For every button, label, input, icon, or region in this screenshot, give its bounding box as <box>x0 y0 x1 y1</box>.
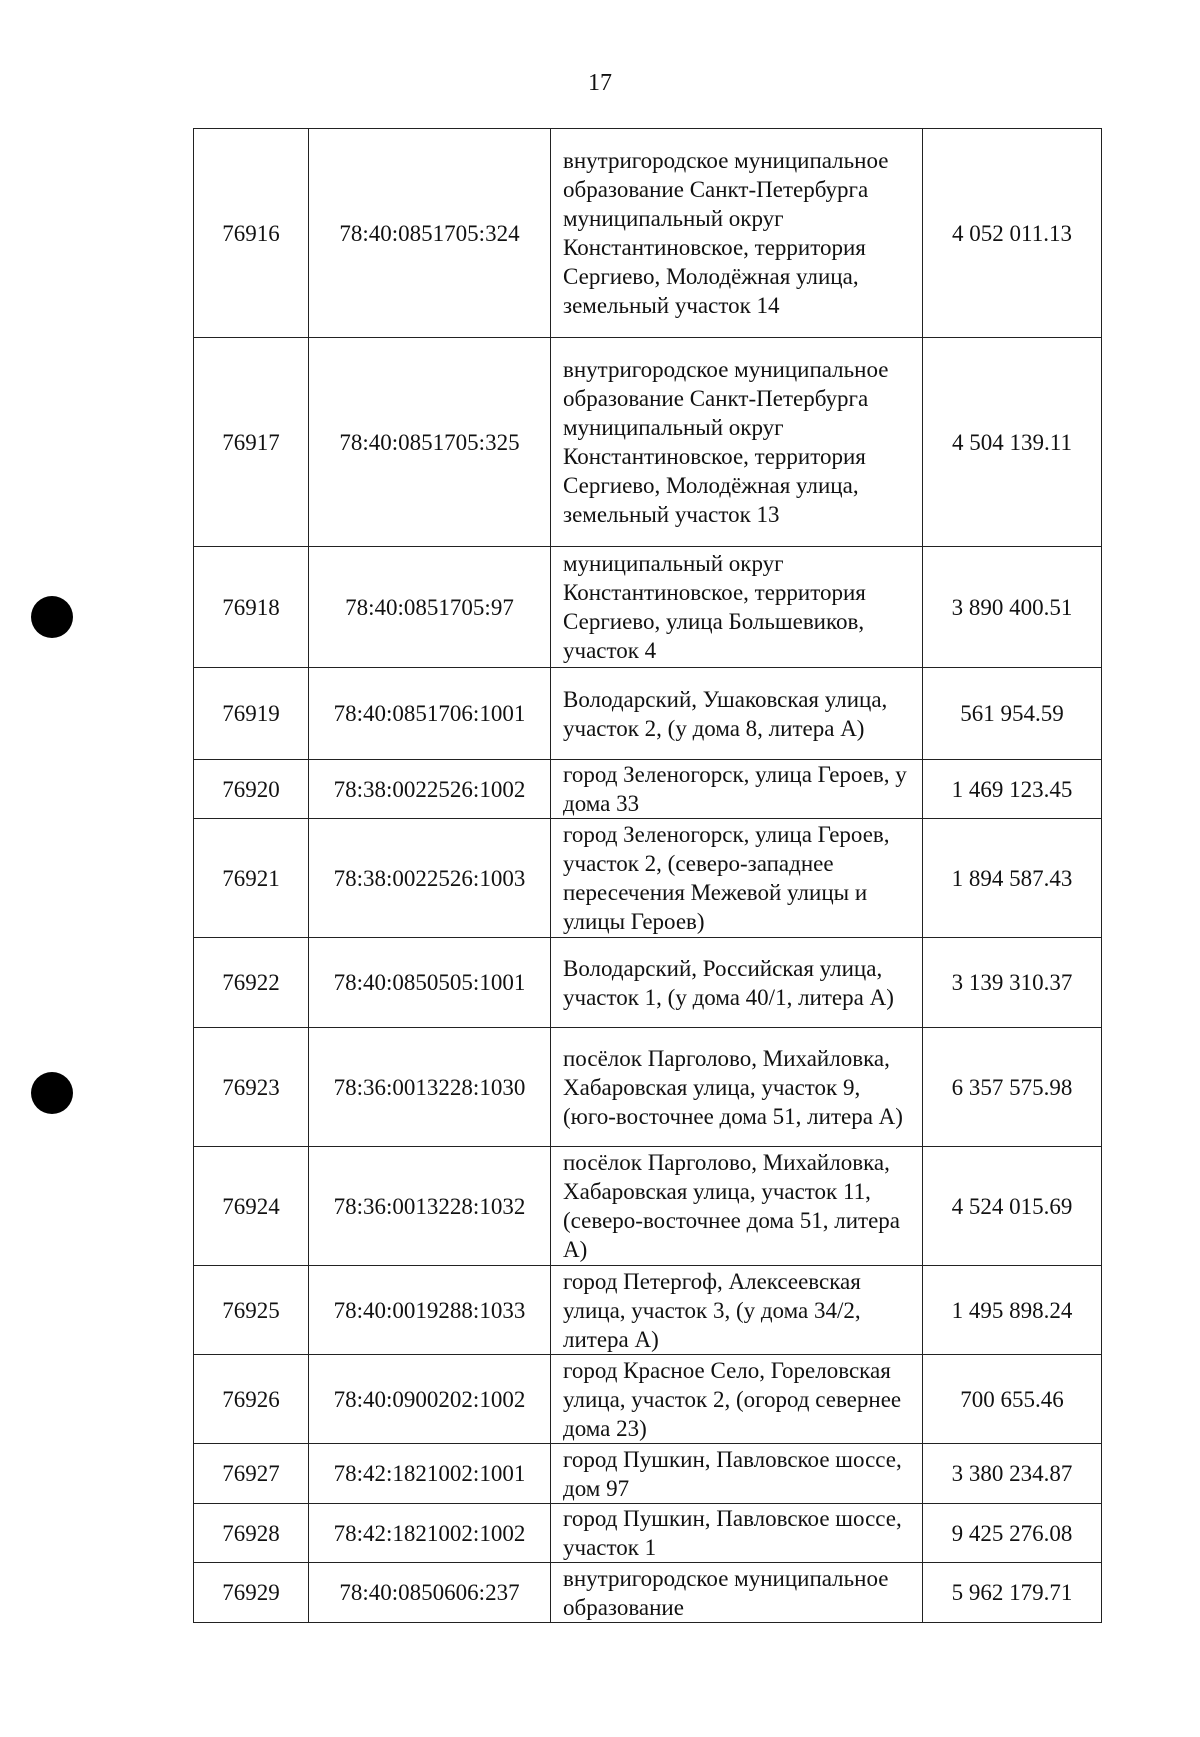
punch-hole <box>31 1072 73 1114</box>
address: город Пушкин, Павловское шоссе, участок 1 <box>551 1504 923 1563</box>
table-row <box>194 1504 1102 1563</box>
address: внутригородское муниципальное образование Санкт-Петербурга муниципальный округ Константиновское, территория Сергиево, Молодёжная улица, земельный участок 13 <box>551 338 923 547</box>
cadastral-number: 78:40:0851706:1001 <box>309 668 551 760</box>
cadastral-number: 78:40:0851705:97 <box>309 547 551 668</box>
cadastral-value: 9 425 276.08 <box>923 1504 1102 1563</box>
table-row <box>194 1266 1102 1355</box>
address: посёлок Парголово, Михайловка, Хабаровская улица, участок 11, (северо-восточнее дома 51, литера А) <box>551 1147 923 1266</box>
cadastral-number: 78:40:0851705:325 <box>309 338 551 547</box>
address: муниципальный округ Константиновское, территория Сергиево, улица Большевиков, участок 4 <box>551 547 923 668</box>
address: посёлок Парголово, Михайловка, Хабаровская улица, участок 9, (юго-восточнее дома 51, литера А) <box>551 1028 923 1147</box>
cadastral-number: 78:42:1821002:1002 <box>309 1504 551 1563</box>
row-number: 76927 <box>194 1444 309 1504</box>
cadastral-number: 78:40:0851705:324 <box>309 129 551 338</box>
cadastral-value: 3 139 310.37 <box>923 938 1102 1028</box>
table-row <box>194 760 1102 819</box>
row-number: 76920 <box>194 760 309 819</box>
address: город Пушкин, Павловское шоссе, дом 97 <box>551 1444 923 1504</box>
cadastral-number: 78:40:0850606:237 <box>309 1563 551 1623</box>
cadastral-value: 3 890 400.51 <box>923 547 1102 668</box>
table-row <box>194 1355 1102 1444</box>
address: внутригородское муниципальное образование Санкт-Петербурга муниципальный округ Константиновское, территория Сергиево, Молодёжная улица, земельный участок 14 <box>551 129 923 338</box>
table-row <box>194 1147 1102 1266</box>
cadastral-value: 4 504 139.11 <box>923 338 1102 547</box>
row-number: 76929 <box>194 1563 309 1623</box>
cadastral-number: 78:40:0019288:1033 <box>309 1266 551 1355</box>
table-row <box>194 668 1102 760</box>
cadastral-number: 78:40:0850505:1001 <box>309 938 551 1028</box>
cadastral-number: 78:42:1821002:1001 <box>309 1444 551 1504</box>
address: город Зеленогорск, улица Героев, у дома 33 <box>551 760 923 819</box>
row-number: 76919 <box>194 668 309 760</box>
address: город Петергоф, Алексеевская улица, участок 3, (у дома 34/2, литера А) <box>551 1266 923 1355</box>
table-row <box>194 129 1102 338</box>
row-number: 76922 <box>194 938 309 1028</box>
table-row <box>194 547 1102 668</box>
cadastral-value: 6 357 575.98 <box>923 1028 1102 1147</box>
punch-hole <box>31 596 73 638</box>
address: Володарский, Ушаковская улица, участок 2, (у дома 8, литера А) <box>551 668 923 760</box>
row-number: 76917 <box>194 338 309 547</box>
address: город Красное Село, Гореловская улица, участок 2, (огород севернее дома 23) <box>551 1355 923 1444</box>
cadastral-value: 700 655.46 <box>923 1355 1102 1444</box>
cadastral-number: 78:40:0900202:1002 <box>309 1355 551 1444</box>
table-row <box>194 338 1102 547</box>
table-row <box>194 1444 1102 1504</box>
table-row <box>194 938 1102 1028</box>
address: город Зеленогорск, улица Героев, участок 2, (северо-западнее пересечения Межевой улицы и улицы Героев) <box>551 819 923 938</box>
table-row <box>194 819 1102 938</box>
page-number: 17 <box>588 70 612 96</box>
row-number: 76926 <box>194 1355 309 1444</box>
cadastral-value: 1 469 123.45 <box>923 760 1102 819</box>
row-number: 76928 <box>194 1504 309 1563</box>
cadastral-number: 78:36:0013228:1030 <box>309 1028 551 1147</box>
cadastral-value-table <box>193 128 1102 1623</box>
address: внутригородское муниципальное образование <box>551 1563 923 1623</box>
row-number: 76923 <box>194 1028 309 1147</box>
cadastral-value: 561 954.59 <box>923 668 1102 760</box>
table-row <box>194 1563 1102 1623</box>
cadastral-number: 78:38:0022526:1002 <box>309 760 551 819</box>
cadastral-number: 78:38:0022526:1003 <box>309 819 551 938</box>
cadastral-value: 4 052 011.13 <box>923 129 1102 338</box>
cadastral-value: 1 495 898.24 <box>923 1266 1102 1355</box>
cadastral-value: 4 524 015.69 <box>923 1147 1102 1266</box>
address: Володарский, Российская улица, участок 1, (у дома 40/1, литера А) <box>551 938 923 1028</box>
cadastral-value: 3 380 234.87 <box>923 1444 1102 1504</box>
row-number: 76925 <box>194 1266 309 1355</box>
table-row <box>194 1028 1102 1147</box>
row-number: 76924 <box>194 1147 309 1266</box>
row-number: 76916 <box>194 129 309 338</box>
row-number: 76921 <box>194 819 309 938</box>
row-number: 76918 <box>194 547 309 668</box>
cadastral-number: 78:36:0013228:1032 <box>309 1147 551 1266</box>
cadastral-value: 1 894 587.43 <box>923 819 1102 938</box>
cadastral-value: 5 962 179.71 <box>923 1563 1102 1623</box>
